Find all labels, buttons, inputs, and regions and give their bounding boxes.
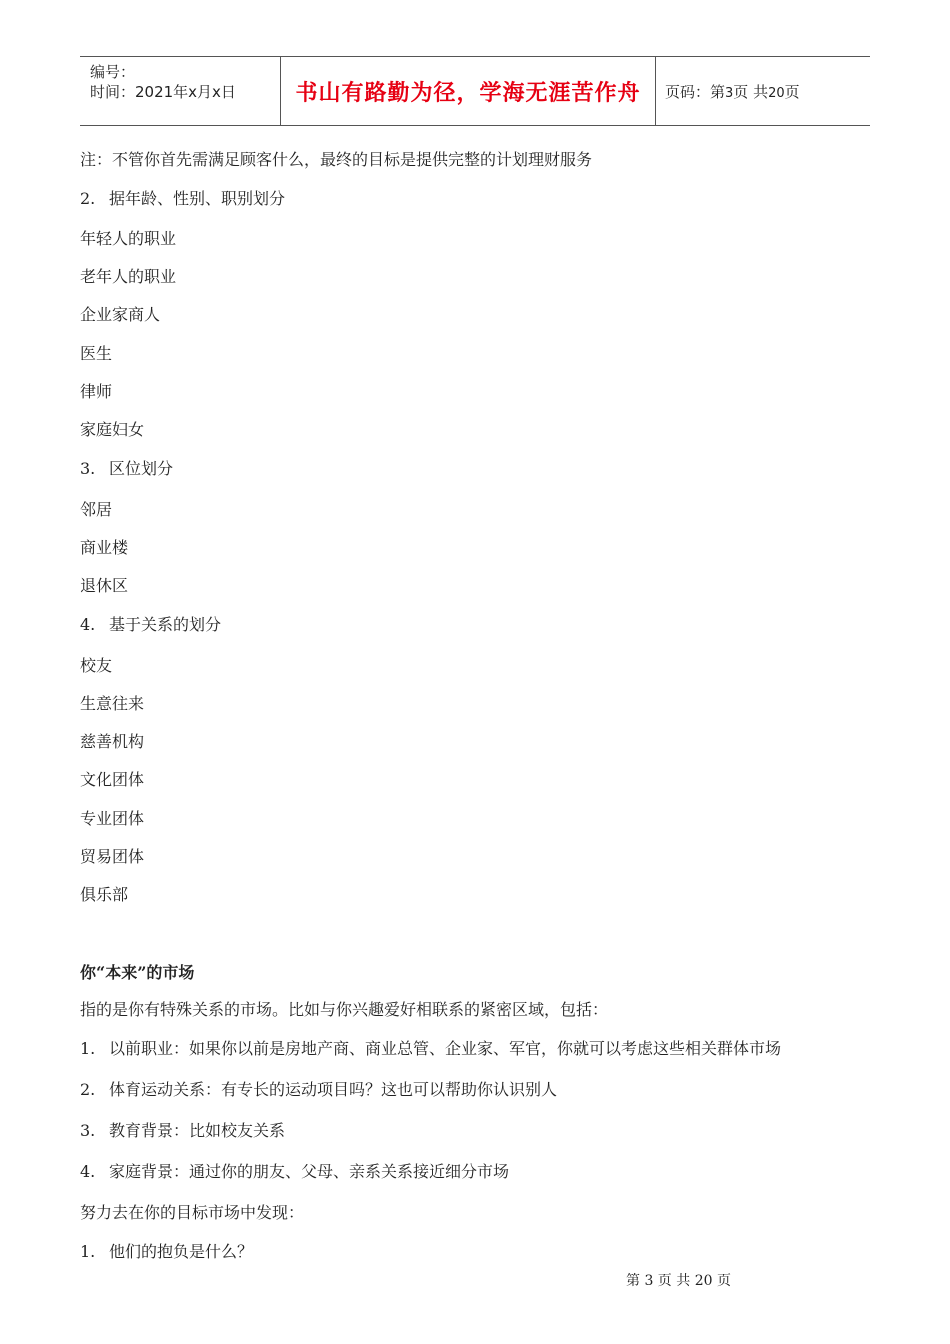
list-item: 俱乐部 <box>80 885 129 904</box>
header-meta <box>80 57 280 125</box>
section-3-heading: 3. 区位划分 <box>80 459 174 478</box>
list-item: 老年人的职业 <box>80 267 177 286</box>
section-4-heading: 4. 基于关系的划分 <box>80 615 222 634</box>
list-item: 贸易团体 <box>80 847 145 866</box>
list-item: 慈善机构 <box>80 732 145 751</box>
list-item: 校友 <box>80 656 113 675</box>
list-item: 年轻人的职业 <box>80 229 177 248</box>
list-item: 退休区 <box>80 576 129 595</box>
list-item: 生意往来 <box>80 694 145 713</box>
serial-label: 编号： <box>90 63 136 81</box>
list-item: 医生 <box>80 344 113 363</box>
header-motto-cell <box>280 57 656 125</box>
section-2-heading: 2. 据年龄、性别、职别划分 <box>80 189 286 208</box>
page-number: 页码：第3页 共20页 <box>665 82 800 101</box>
list-item: 邻居 <box>80 500 113 519</box>
motto: 书山有路勤为径，学海无涯苦作舟 <box>295 80 641 106</box>
list-item: 文化团体 <box>80 770 145 789</box>
list-item: 2. 体育运动关系：有专长的运动项目吗？这也可以帮助你认识别人 <box>80 1080 558 1099</box>
list-item: 1. 以前职业：如果你以前是房地产商、商业总管、企业家、军官，你就可以考虑这些相关群体市场 <box>80 1039 782 1058</box>
page-header <box>80 56 870 126</box>
time-label: 时间：2021年x月x日 <box>90 83 236 101</box>
list-item: 律师 <box>80 382 113 401</box>
intro-text: 指的是你有特殊关系的市场。比如与你兴趣爱好相联系的紧密区域，包括： <box>80 1000 609 1019</box>
page-footer: 第 3 页 共 20 页 <box>626 1273 731 1289</box>
list-item: 3. 教育背景：比如校友关系 <box>80 1121 286 1140</box>
note-text: 注：不管你首先需满足顾客什么，最终的目标是提供完整的计划理财服务 <box>80 150 593 169</box>
effort-text: 努力去在你的目标市场中发现： <box>80 1203 305 1222</box>
list-item: 专业团体 <box>80 809 145 828</box>
list-item: 商业楼 <box>80 538 129 557</box>
list-item: 4. 家庭背景：通过你的朋友、父母、亲系关系接近细分市场 <box>80 1162 510 1181</box>
list-item: 1. 他们的抱负是什么？ <box>80 1242 254 1261</box>
list-item: 家庭妇女 <box>80 420 145 439</box>
list-item: 企业家商人 <box>80 305 161 324</box>
header-page-cell <box>655 57 870 125</box>
section-heading: 你“本来”的市场 <box>80 963 195 982</box>
